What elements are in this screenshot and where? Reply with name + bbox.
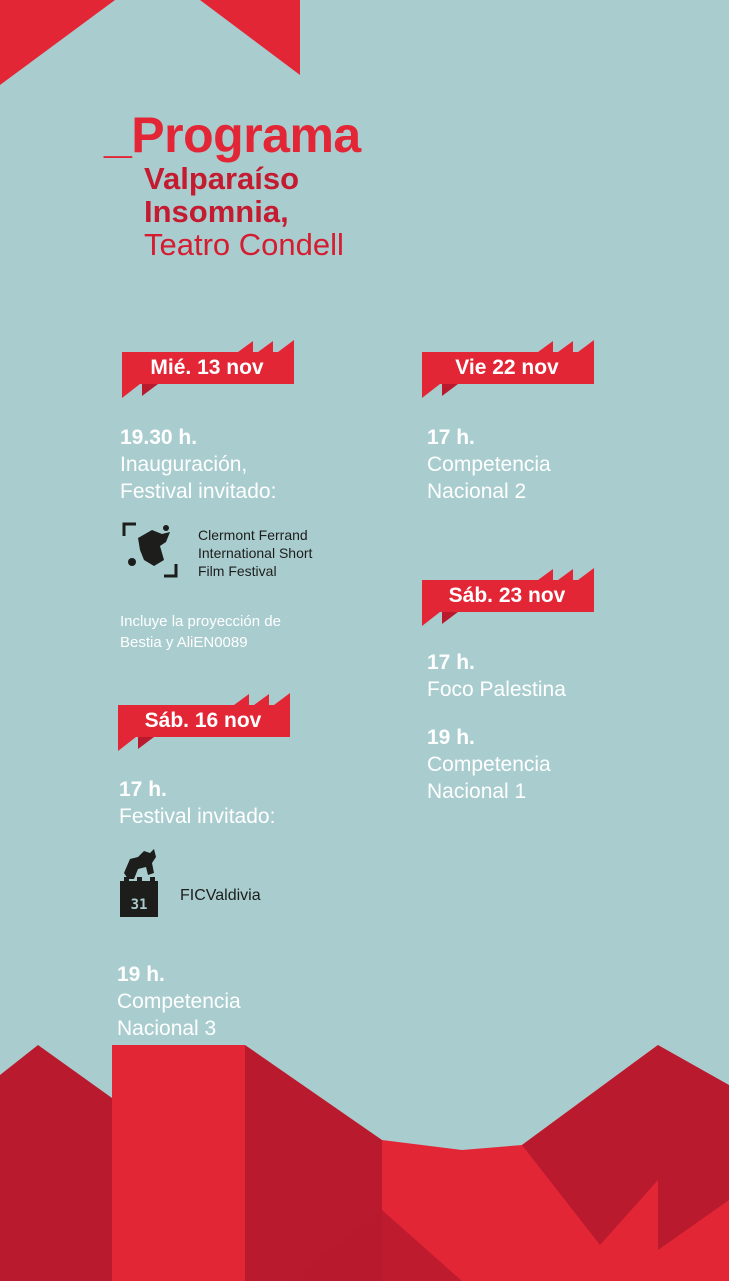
date-banner-wed13	[118, 338, 296, 400]
date-label: Sáb. 23 nov	[448, 584, 566, 607]
clermont-ferrand-logo-icon	[120, 520, 180, 580]
date-label: Sáb. 16 nov	[144, 709, 262, 732]
event-line: Festival invitado:	[120, 480, 277, 503]
time-label: 17 h.	[427, 651, 475, 674]
time-label: 19.30 h.	[120, 426, 198, 449]
subtitle-venue: Teatro Condell	[144, 227, 344, 262]
time-label: 19 h.	[427, 726, 475, 749]
mountain-red-left	[112, 1045, 245, 1281]
event-line: Nacional 2	[427, 480, 527, 503]
event-line: Foco Palestina	[427, 678, 566, 701]
date-label: Vie 22 nov	[455, 356, 559, 379]
event-line: Competencia	[427, 453, 551, 476]
screening-note: Incluye la proyección de Bestia y AliEN0089	[120, 613, 281, 651]
time-label: 19 h.	[117, 963, 165, 986]
schedule-fri22	[427, 424, 551, 505]
schedule-sat16-second	[117, 961, 241, 1042]
logo-number: 31	[130, 897, 148, 913]
time-label: 17 h.	[427, 426, 475, 449]
ficvaldivia-text: FICValdivia	[180, 887, 261, 904]
event-line: Nacional 1	[427, 780, 527, 803]
clermont-ferrand-text: Clermont Ferrand International Short Film Festival	[198, 527, 313, 579]
date-banner-sat16	[114, 691, 292, 753]
event-line: Competencia	[427, 753, 551, 776]
schedule-sat16-first	[119, 776, 275, 830]
top-left-triangle	[0, 0, 115, 85]
page-title: _Programa	[104, 107, 361, 163]
event-line: Festival invitado:	[119, 805, 276, 828]
event-line: Nacional 3	[117, 1017, 217, 1040]
schedule-wed13	[120, 424, 276, 505]
ficvaldivia-logo-icon	[116, 845, 166, 923]
header	[104, 108, 361, 261]
date-label: Mié. 13 nov	[150, 356, 264, 379]
date-banner-sat23	[418, 566, 596, 628]
event-line: Competencia	[117, 990, 241, 1013]
mountain-dark-left	[0, 1045, 112, 1281]
time-label: 17 h.	[119, 778, 167, 801]
subtitle-event: Insomnia,	[144, 194, 289, 229]
event-line: Inauguración,	[120, 453, 248, 476]
schedule-sat23-first	[427, 649, 566, 703]
subtitle-city: Valparaíso	[144, 161, 300, 196]
schedule-sat23-second	[427, 724, 551, 805]
top-triangle	[200, 0, 300, 75]
date-banner-fri22	[418, 338, 596, 400]
